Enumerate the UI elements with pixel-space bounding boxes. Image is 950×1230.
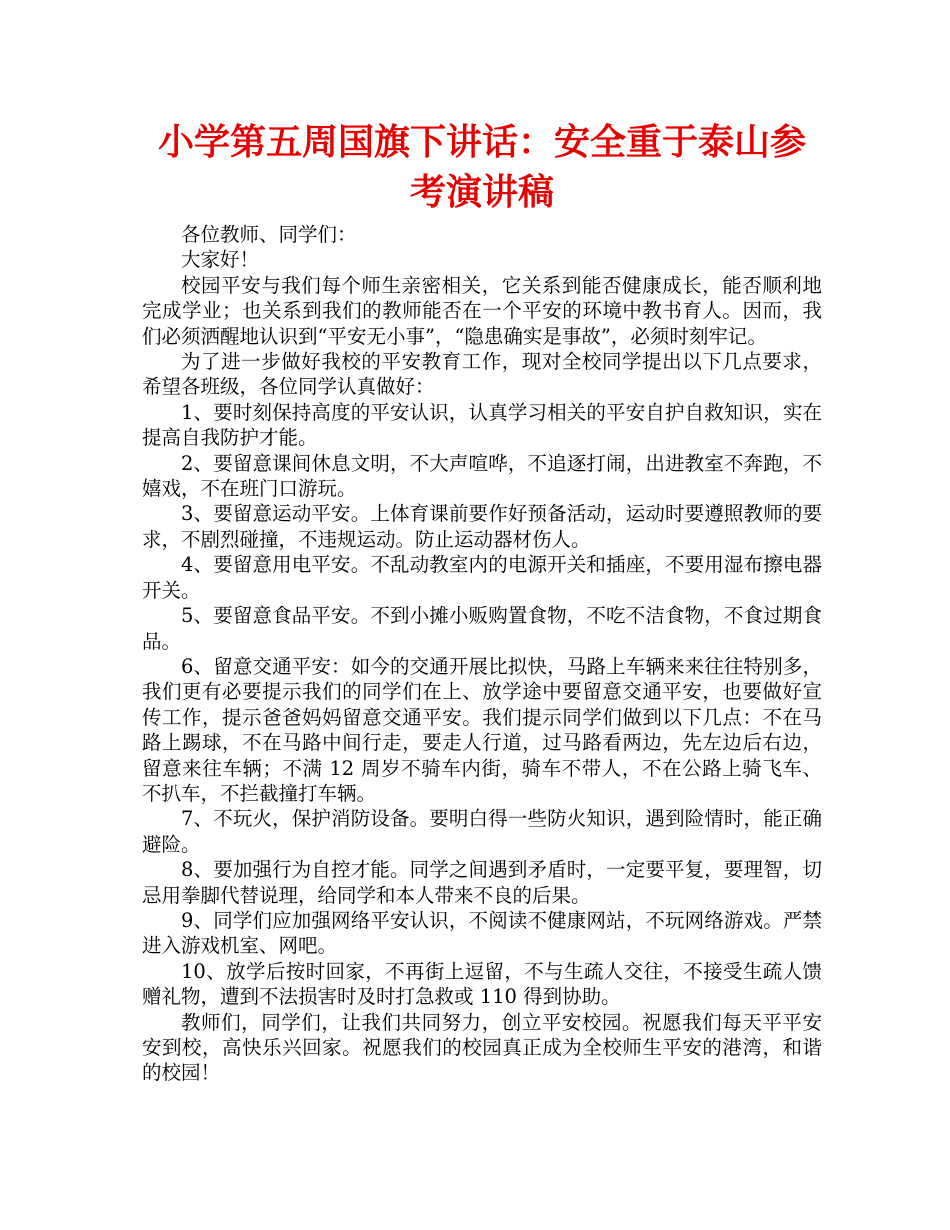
paragraph: 9、同学们应加强网络平安认识，不阅读不健康网站，不玩网络游戏。严禁进入游戏机室、网吧。 — [142, 908, 822, 958]
paragraph: 7、不玩火，保护消防设备。要明白得一些防火知识，遇到险情时，能正确避险。 — [142, 807, 822, 856]
paragraph: 6、留意交通平安：如今的交通开展比拟快，马路上车辆来来往往特别多，我们更有必要提示我们的同学们在上、放学途中要留意交通平安，也要做好宣传工作，提示爸爸妈妈留意交通平安。我们提示同学们做到以下几点：不在马路上踢球，不在马路中间行走，要走人行道，过马路看两边，先左边后右边，留意来往车辆；不满 12 周岁不骑车内街，骑车不带人，不在公路上骑飞车、不扒车，不拦截撞打车辆。 — [142, 654, 822, 805]
paragraph: 大家好！ — [181, 248, 260, 272]
paragraph: 2、要留意课间休息文明，不大声喧哗，不追逐打闹，出进教室不奔跑，不嬉戏，不在班门口游玩。 — [142, 451, 822, 501]
paragraph: 4、要留意用电平安。不乱动教室内的电源开关和插座，不要用湿布擦电器开关。 — [142, 553, 822, 602]
document-title: 小学第五周国旗下讲话：安全重于泰山参考演讲稿 — [157, 122, 806, 213]
paragraph: 教师们，同学们，让我们共同努力，创立平安校园。祝愿我们每天平平安安到校，高快乐兴回家。祝愿我们的校园真正成为全校师生平安的港湾，和谐的校园！ — [142, 1010, 822, 1085]
paragraph: 1、要时刻保持高度的平安认识，认真学习相关的平安自护自救知识，实在提高自我防护才能。 — [142, 400, 822, 450]
paragraph: 校园平安与我们每个师生亲密相关，它关系到能否健康成长，能否顺利地完成学业；也关系到我们的教师能否在一个平安的环境中教书育人。因而，我们必须洒醒地认识到“平安无小事”，“隐患确实是事故”，必须时刻牢记。 — [142, 273, 822, 348]
paragraph: 各位教师、同学们： — [181, 223, 357, 246]
paragraph: 3、要留意运动平安。上体育课前要作好预备活动，运动时要遵照教师的要求，不剧烈碰撞，不违规运动。防止运动器材伤人。 — [142, 502, 822, 551]
paragraph: 10、放学后按时回家，不再街上逗留，不与生疏人交往，不接受生疏人馈赠礼物，遭到不法损害时及时打急救或 110 得到协助。 — [142, 959, 822, 1009]
paragraph: 8、要加强行为自控才能。同学之间遇到矛盾时，一定要平复，要理智，切忌用拳脚代替说理，给同学和本人带来不良的后果。 — [142, 858, 822, 907]
paragraph: 为了进一步做好我校的平安教育工作，现对全校同学提出以下几点要求，希望各班级，各位同学认真做好： — [142, 350, 822, 399]
document-body — [142, 222, 822, 1086]
document-page — [142, 118, 822, 1086]
paragraph: 5、要留意食品平安。不到小摊小贩购置食物，不吃不洁食物，不食过期食品。 — [142, 604, 822, 653]
